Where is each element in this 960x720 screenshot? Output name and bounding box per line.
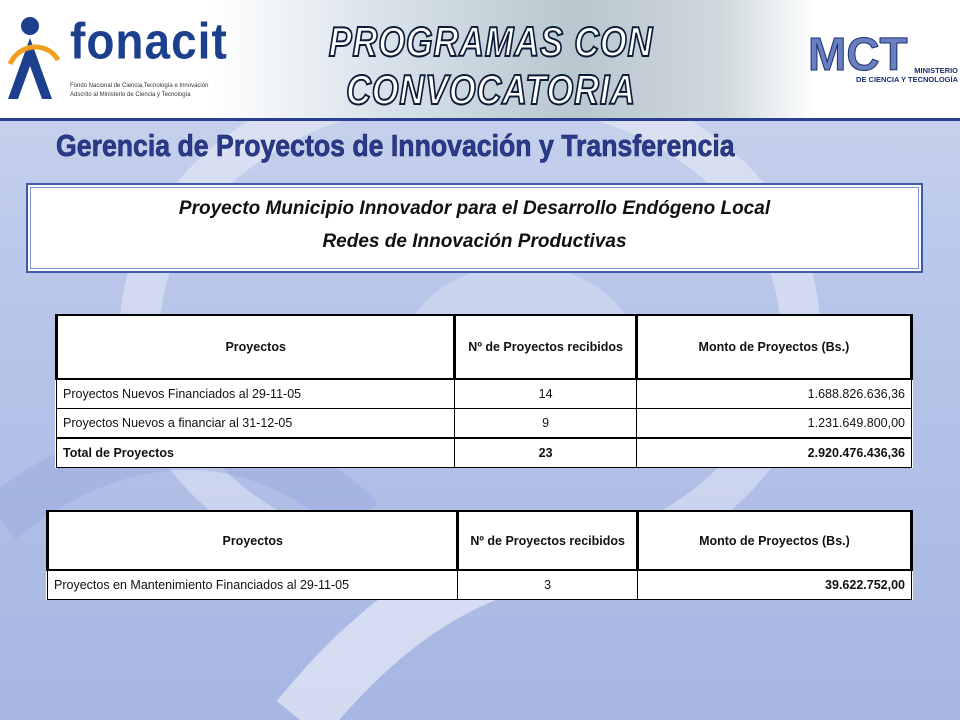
table-row	[57, 409, 912, 439]
total-name: Total de Proyectos	[57, 438, 455, 468]
column-header-count: Nº de Proyectos recibidos	[458, 511, 637, 570]
row-amount: 39.622.752,00	[637, 570, 911, 600]
column-header-amount: Monto de Proyectos (Bs.)	[637, 511, 911, 570]
table-row	[57, 379, 912, 409]
project-title-box	[26, 183, 923, 273]
ministry-logo-icon	[808, 26, 958, 96]
row-name: Proyectos en Mantenimiento Financiados al 29-11-05	[48, 570, 458, 600]
table-header-row	[48, 511, 912, 570]
total-amount: 2.920.476.436,36	[636, 438, 911, 468]
projects-table	[55, 314, 913, 468]
row-amount: 1.231.649.800,00	[636, 409, 911, 439]
banner-title: PROGRAMAS CON CONVOCATORIA	[328, 18, 654, 113]
maintenance-projects-table	[46, 510, 913, 600]
table-total-row	[57, 438, 912, 468]
page-subtitle: Gerencia de Proyectos de Innovación y Transferencia	[56, 128, 735, 163]
header-banner	[0, 0, 960, 121]
column-header-projects: Proyectos	[57, 315, 455, 379]
column-header-amount: Monto de Proyectos (Bs.)	[636, 315, 911, 379]
column-header-count: Nº de Proyectos recibidos	[455, 315, 636, 379]
row-count: 9	[455, 409, 636, 439]
row-count: 14	[455, 379, 636, 409]
ministry-line1: MINISTERIO	[914, 66, 958, 75]
row-amount: 1.688.826.636,36	[636, 379, 911, 409]
total-count: 23	[455, 438, 636, 468]
column-header-projects: Proyectos	[48, 511, 458, 570]
ministry-name	[838, 66, 958, 84]
logo-wordmark: fonacit	[70, 12, 228, 70]
logo-subtitle-line2: Adscrito al Ministerio de Ciencia y Tecnología	[70, 92, 191, 98]
ministry-logo-text: MCT	[808, 28, 908, 80]
row-name: Proyectos Nuevos Financiados al 29-11-05	[57, 379, 455, 409]
project-title-line1: Proyecto Municipio Innovador para el Desarrollo Endógeno Local	[178, 198, 771, 219]
row-count: 3	[458, 570, 637, 600]
table-header-row	[57, 315, 912, 379]
logo-subtitle-line1: Fondo Nacional de Ciencia,Tecnología e Innovación	[70, 83, 209, 89]
logo-subtitle	[70, 82, 208, 100]
table-row	[48, 570, 912, 600]
row-name: Proyectos Nuevos a financiar al 31-12-05	[57, 409, 455, 439]
project-title-line2: Redes de Innovación Productivas	[322, 231, 627, 252]
ministry-line2: DE CIENCIA Y TECNOLOGÍA	[856, 75, 958, 84]
